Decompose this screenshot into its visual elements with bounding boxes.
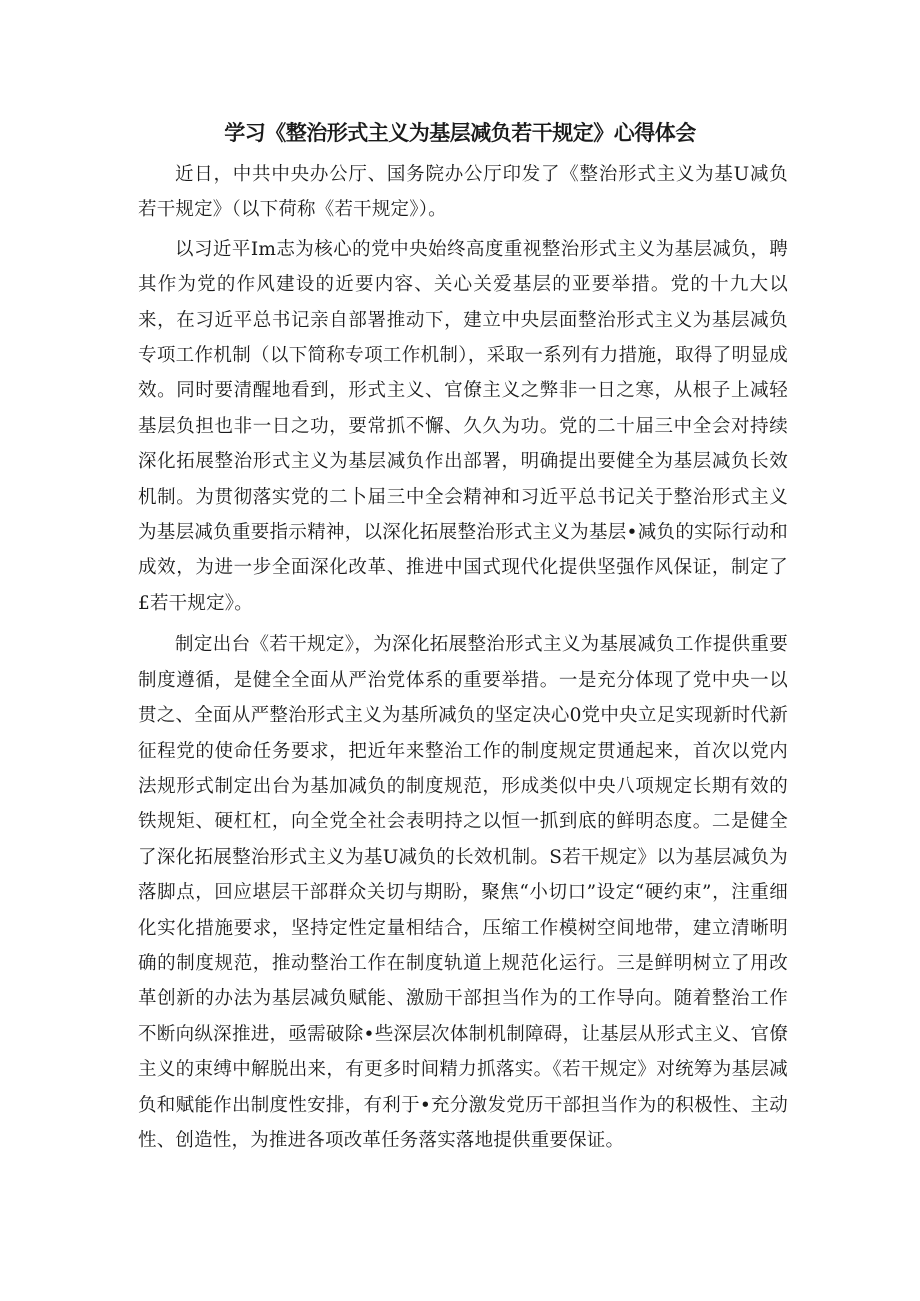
document-body	[138, 157, 788, 1158]
paragraph-significance: 制定出台《若干规定》，为深化拓展整治形式主义为基展减负工作提供重要制度遵循，是健全全面从严治党体系的重要举措。一是充分体现了党中央一以贯之、全面从严整治形式主义为基所减负的坚定决心0党中央立足实现新时代新征程党的使命任务要求，把近年来整治工作的制度规定贯通起来，首次以党内法规形式制定出台为基加减负的制度规范，形成类似中央八项规定长期有效的铁规矩、硬杠杠，向全党全社会表明持之以恒一抓到底的鲜明态度。二是健全了深化拓展整治形式主义为基U减负的长效机制。S若干规定》以为基层减负为落脚点，回应堪层干部群众关切与期盼，聚焦“小切口”设定“硬约束”，注重细化实化措施要求，坚持定性定量相结合，压缩工作模树空间地带，建立清晰明确的制度规范，推动整治工作在制度轨道上规范化运行。三是鲜明树立了用改革创新的办法为基层减负赋能、激励干部担当作为的工作导向。随着整治工作不断向纵深推进，亟需破除•些深层次体制机制障碍，让基层从形式主义、官僚主义的束缚中解脱出来，有更多时间精力抓落实。《若干规定》对统筹为基层减负和赋能作出制度性安排，有利于•充分激发党历干部担当作为的积极性、主动性、创造性，为推进各项改革任务落实落地提供重要保证。	[138, 634, 788, 1151]
paragraph-intro: 近日，中共中央办公厅、国务院办公厅印发了《整治形式主义为基U减负若干规定》（以下荷称《若干规定》）。	[138, 164, 788, 221]
paragraph-background: 以习近平Im志为核心的党中央始终高度重视整治形式主义为基层减负，聘其作为党的作风建设的近要内容、关心关爱基层的亚要举措。党的十九大以来，在习近平总书记亲自部署推动下，建立中央层面整治形式主义为基层减负专项工作机制（以下简称专项工作机制），采取一系列有力措施，取得了明显成效。同时要清醒地看到，形式主义、官僚主义之弊非一日之寒，从根子上减轻基层负担也非一日之功，要常抓不懈、久久为功。党的二十届三中全会对持续深化拓展整治形式主义为基层减负作出部署，明确提出要健全为基层减负长效机制。为贯彻落实党的二卜届三中全会精神和习近平总书记关于整治形式主义为基层减负重要指示精神，以深化拓展整治形式主义为基层•减负的实际行动和成效，为进一步全面深化改革、推进中国式现代化提供坚强作风保证，制定了£若干规定》。	[138, 238, 788, 614]
document-title: 学习《整治形式主义为基层减负若干规定》心得体会	[224, 121, 696, 145]
